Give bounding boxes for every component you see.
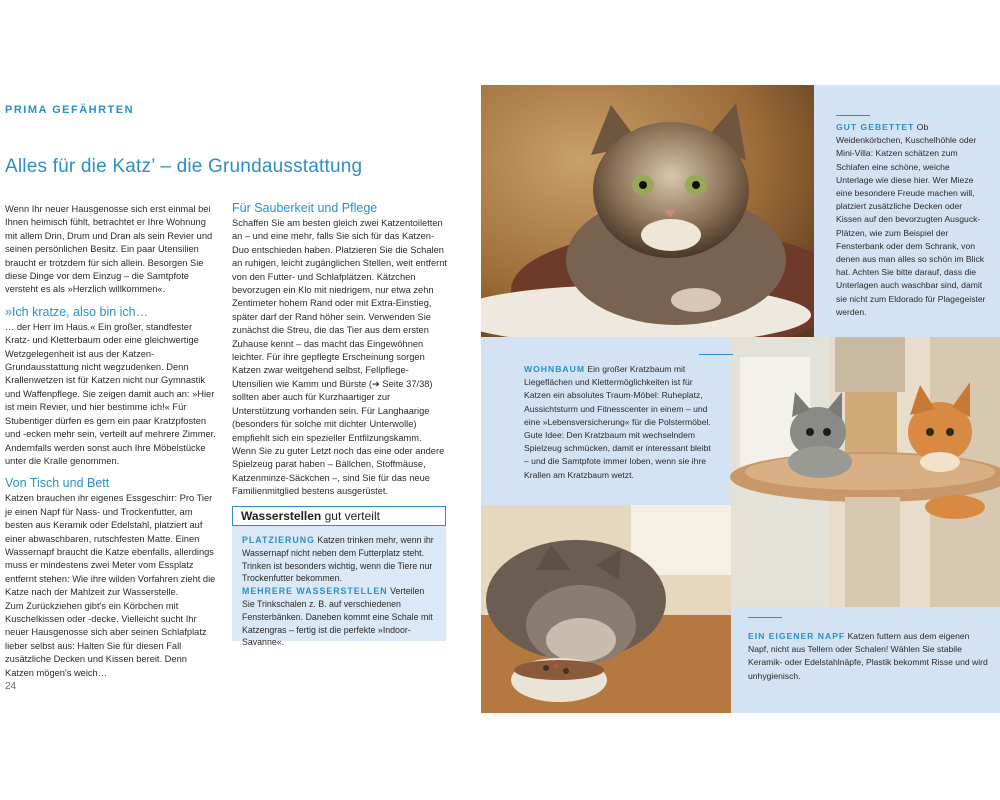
page-title: Alles für die Katz’ – die Grundausstattung [5,156,363,177]
info-box-header [232,506,446,526]
tisch-bett-paragraph: Katzen brauchen ihr eigenes Essgeschirr: Pro Tier je einen Napf für Nass- und Trockenfutter, am besten aus Keramik oder Edelstahl, platziert auf einer abwaschbaren, rutschfesten Matte. Einen Wassernapf braucht die Katze ebenfalls, allerdings muss er mindestens zwei Meter vom Essplatz entfernt stehen: Wie ihre wilden Vorfahren zieht die Katze nach der Mahlzeit zur Wasserstelle. [5,493,216,598]
schlafplatz-paragraph: Zum Zurückziehen gibt's ein Körbchen mit Kuschelkissen oder -decke. Vielleicht sucht Ihr neuer Hausgenosse sich aber seinen Schlafplatz lieber selbst aus: Halten Sie für diesen Fall zusätzliche Decken und Kissen bereit. Denn Katzen mögen's weich… [5,600,207,678]
caption-text: Ob Weidenkörbchen, Kuschelhöhle oder Mini-Villa: Katzen schätzen zum Schlafen eine schöne, weiche Unterlage wie diese hier. Wer Mieze eine besondere Freude machen will, platziert zusätzliche Decken oder Kissen auf den bevorzugten Ausguck-Plätzen, wie zum Beispiel der Fensterbank oder dem Schrank, von denen aus man alles so schön im Blick hat. Achten Sie bitte darauf, dass die Unterlagen auch waschbar sind, damit sie nicht zum Eldorado für Plagegeister werden. [836,122,986,317]
kratzen-paragraph: … der Herr im Haus.« Ein großer, standfester Kratz- und Kletterbaum oder eine gleichwertige Wetzgelegenheit ist aus der Katzen-Grundausstattung nicht wegzudenken. Denn Krallenwetzen ist für Katzen nicht nur Gymnastik und Waffenpflege. Sie zeigen damit auch an: »Hier ist mein Revier, und hier bestimme ich!« Für Stubentiger dürfen es gern ein paar Kratzpfosten und -ecken mehr sein, verteilt auf mehrere Zimmer. Andernfalls werden sonst auch Ihre Möbelstücke unter die Kralle genommen. [5,321,216,466]
caption-label: EIN EIGENER NAPF [748,631,846,641]
info-box-body [232,526,446,648]
subheading-tisch-bett: Von Tisch und Bett [5,476,110,491]
intro-paragraph: Wenn Ihr neuer Hausgenosse sich erst einmal bei Ihnen heimisch fühlt, betrachtet er Ihre Wohnung mit allem Drin, Drum und Dran als sein Revier und seinen persönlichen Besitz. Ein paar Utensilien braucht er trotzdem für sich allein. Besorgen Sie diese Dinge vor dem Einzug – die Samtpfote versteht es als »Herzlich willkommen«. [5,204,213,295]
photo-cat-eating-from-bowl [481,505,731,713]
info-item-label: PLATZIERUNG [242,535,315,545]
caption-text: Katzen futtern aus dem eigenen Napf, nicht aus Tellern oder Schalen! Wählen Sie stabile Keramik- oder Edelstahlnäpfe, Plastik bekommt Risse und wird unhygienisch. [748,631,988,681]
info-item-text: Verteilen Sie Trinkschalen z. B. auf verschiedenen Fensterbänken. Daneben kommt eine Schale mit Katzengras – fertig ist die perfekte »Indoor-Savanne«. [242,586,433,648]
subheading-kratzen: »Ich kratze, also bin ich… [5,304,149,319]
caption-rule [836,115,870,116]
caption-rule [699,354,733,355]
caption-label: GUT GEBETTET [836,122,915,132]
page-number: 24 [5,681,17,692]
photo-cats-on-scratching-tree [730,337,1000,607]
info-item-text: Katzen trinken mehr, wenn ihr Wassernapf nicht neben dem Futterplatz steht. Trinken ist besonders wichtig, wenn die Tiere nur Trockenfutter bekommen. [242,535,434,584]
info-item-mehrere [242,585,436,649]
caption-text: Ein großer Kratzbaum mit Liegeflächen und Klettermöglichkeiten ist für Katzen ein absolutes Traum-Möbel: Ruheplatz, Aussichtsturm und Fitnesscenter in einem – und eine »Lebensversicherung« für die Polstermöbel. Gute Idee: Den Kratzbaum mit wechselndem Spielzeug schmücken, damit er interessant bleibt – und die Samtpfote immer loben, wenn sie ihre Krallen am Kratzbaum wetzt. [524,364,711,480]
caption-rule [748,617,782,618]
info-item-platzierung [242,534,436,585]
photo-cat-on-cushion [481,85,814,337]
text-column-left [5,203,217,680]
info-box-title: Wasserstellen [241,509,322,523]
info-box-wasserstellen [232,506,446,648]
caption-eigener-napf [731,607,1000,713]
info-item-label: MEHRERE WASSERSTELLEN [242,586,388,597]
caption-label: WOHNBAUM [524,364,585,374]
info-box-subtitle: gut verteilt [321,509,380,523]
caption-wohnbaum [481,337,730,505]
caption-gut-gebettet [814,85,1000,337]
text-column-right [232,200,447,499]
sauberkeit-paragraph: Schaffen Sie am besten gleich zwei Katzentoiletten an – und eine mehr, falls Sie sich für das Katzen-Duo entschieden haben. Platzieren Sie die Schalen an ruhigen, leicht zugänglichen Stellen, weit entfernt von den Futter- und Schlafplätzen. Kätzchen bevorzugen ein Klo mit niedrigem, nur etwa zehn Zentimeter hohem Rand oder mit Extra-Einstieg, später darf der Rand höher sein. Verwenden Sie zunächst die Streu, die das Tier aus dem ersten Zuhause kennt – das macht das Eingewöhnen leichter. Für ihre gepflegte Erscheinung sorgen Katzen zwar weitgehend selbst, Fellpflege-Utensilien wie Kamm und Bürste (➔ Seite 37/38) sollten aber auch für Kurzhaartiger zur Unterstützung vorhanden sein. Für Langhaarige (besonders für solche mit dichter Unterwolle) empfiehlt sich ein spezieller Entfilzungskamm. Wenn Sie zu guter Letzt noch das eine oder andere Spielzeug parat haben – Bällchen, Stoffmäuse, Katzenminze-Säckchen –, sind Sie für das neue Familienmitglied bestens ausgerüstet. [232,218,447,497]
section-label: PRIMA GEFÄHRTEN [5,104,135,116]
subheading-sauberkeit: Für Sauberkeit und Pflege [232,201,378,215]
